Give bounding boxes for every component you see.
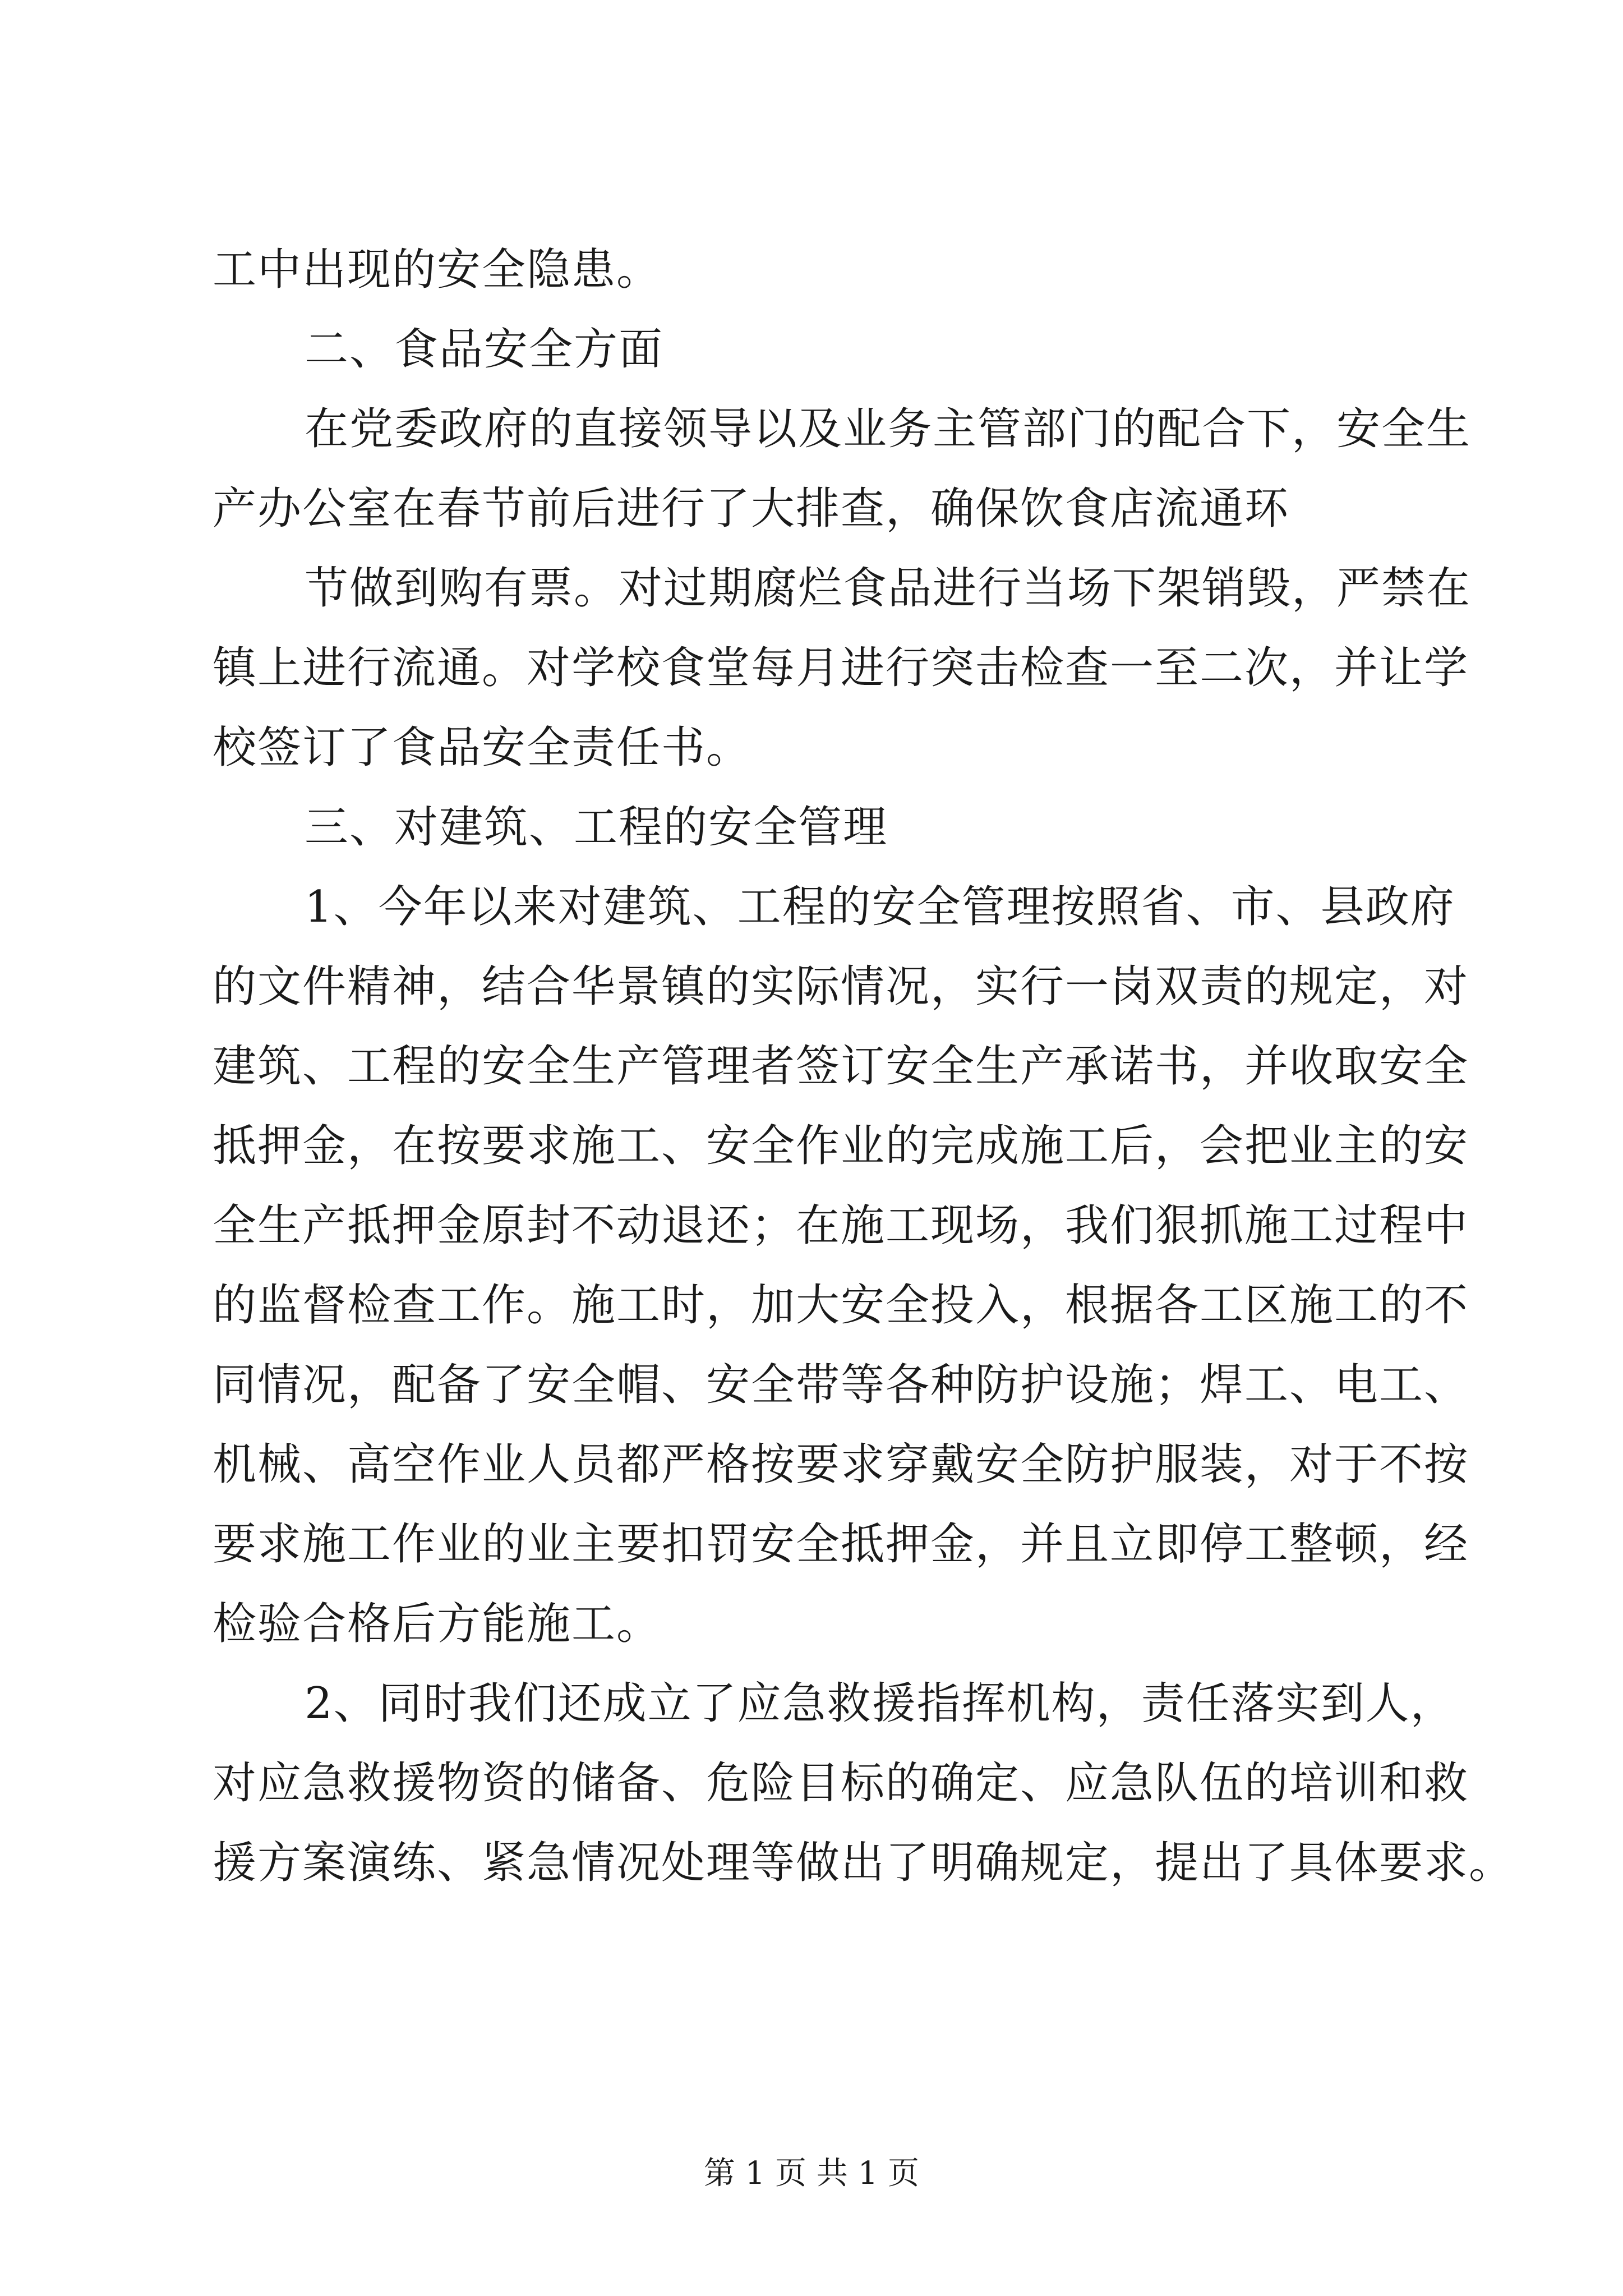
text-line: 产办公室在春节前后进行了大排查，确保饮食店流通环 xyxy=(213,484,1290,534)
text-line: 的文件精神，结合华景镇的实际情况，实行一岗双责的规定，对 xyxy=(213,961,1469,1012)
text-line: 1、今年以来对建筑、工程的安全管理按照省、市、县政府 xyxy=(305,882,1455,932)
section-heading-construction-safety: 三、对建筑、工程的安全管理 xyxy=(305,802,888,853)
text-line: 校签订了食品安全责任书。 xyxy=(213,723,751,773)
document-body xyxy=(213,230,1514,1903)
text-line: 的监督检查工作。施工时，加大安全投入，根据各工区施工的不 xyxy=(213,1280,1469,1331)
text-line: 同情况，配备了安全帽、安全带等各种防护设施；焊工、电工、 xyxy=(213,1360,1469,1410)
section-heading-food-safety: 二、食品安全方面 xyxy=(305,324,664,375)
text-line: 2、同时我们还成立了应急救援指挥机构，责任落实到人， xyxy=(305,1678,1455,1729)
text-line: 检验合格后方能施工。 xyxy=(213,1599,662,1649)
text-line: 建筑、工程的安全生产管理者签订安全生产承诺书，并收取安全 xyxy=(213,1041,1469,1092)
text-line: 在党委政府的直接领导以及业务主管部门的配合下，安全生 xyxy=(305,404,1472,454)
text-line: 对应急救援物资的储备、危险目标的确定、应急队伍的培训和救 xyxy=(213,1758,1469,1809)
text-line: 机械、高空作业人员都严格按要求穿戴安全防护服装，对于不按 xyxy=(213,1439,1469,1490)
text-line: 节做到购有票。对过期腐烂食品进行当场下架销毁，严禁在 xyxy=(305,563,1472,614)
text-line: 要求施工作业的业主要扣罚安全抵押金，并且立即停工整顿，经 xyxy=(213,1519,1469,1570)
text-line: 工中出现的安全隐患。 xyxy=(213,245,662,295)
page-number-footer: 第 1 页 共 1 页 xyxy=(703,2155,920,2192)
text-line: 援方案演练、紧急情况处理等做出了明确规定，提出了具体要求。 xyxy=(213,1838,1514,1888)
text-line: 全生产抵押金原封不动退还；在施工现场，我们狠抓施工过程中 xyxy=(213,1200,1469,1251)
text-line: 镇上进行流通。对学校食堂每月进行突击检查一至二次，并让学 xyxy=(213,643,1469,693)
text-line: 抵押金，在按要求施工、安全作业的完成施工后，会把业主的安 xyxy=(213,1121,1469,1171)
